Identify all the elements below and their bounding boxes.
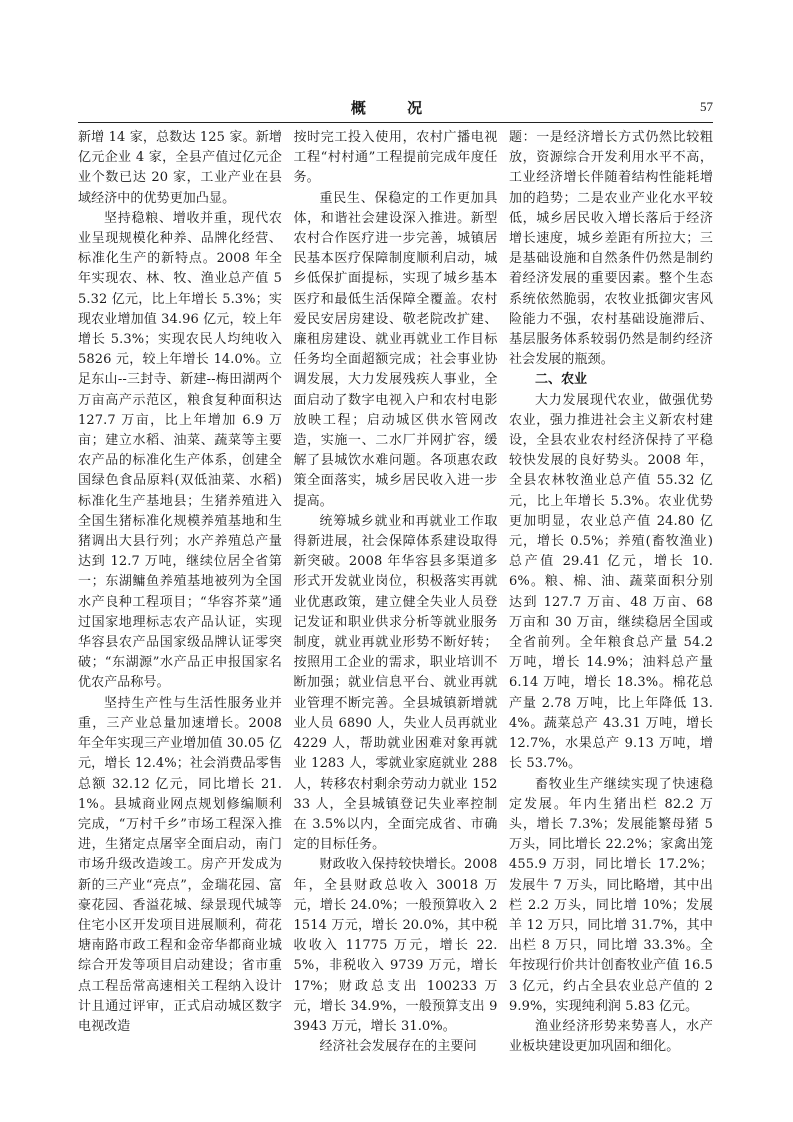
column-1 [78,128,282,1103]
paragraph: 坚持生产性与生活性服务业并重，三产业总量加速增长。2008 年全年实现三产业增加值 30.05 亿元，增长 12.4%；社会消费品零售总额 32.12 亿元，同比增长 21.1%。县城商业网点规划修编顺利完成，“万村千乡”市场工程深入推进，生猪定点屠宰全面启动，南门市场升级改造竣工。房产开发成为新的三产业“亮点”，金瑞花园、富豪花园、香溢花城、绿景现代城等住宅小区开发项目进展顺利，荷花塘南路市政工程和金帝华都商业城综合开发等项目启动建设；省市重点工程岳常高速相关工程纳入设计计且通过评审，正式启动城区数字电视改造 [78,695,282,1034]
paragraph: 大力发展现代农业，做强优势农业，强力推进社会主义新农村建设，全县农业农村经济保持了平稳较快发展的良好势头。2008 年，全县农林牧渔业总产值 55.32 亿元，比上年增长 5.3%。农业优势更加明显，农业总产值 24.80 亿元，增长 0.5%；养殖(畜牧渔业)总产值 29.41 亿元，增长 10.6%。粮、棉、油、蔬菜面积分别达到 127.7 万亩、48 万亩、68 万亩和 30 万亩，继续稳居全国或全省前列。全年粮食总产量 54.2 万吨，增长 14.9%；油料总产量 6.14 万吨，增长 18.3%。棉花总产量 2.78 万吨，比上年降低 13.4%。蔬菜总产 43.31 万吨，增长 12.7%，水果总产 9.13 万吨，增长 53.7%。 [509,392,713,772]
paragraph: 坚持稳粮、增收并重，现代农业呈现规模化种养、品牌化经营、标准化生产的新特点。2008 年全年实现农、林、牧、渔业总产值 55.32 亿元，比上年增长 5.3%；实现农业增加值 34.96 亿元，较上年增长 5.3%；实现农民人均纯收入 5826 元，较上年增长 14.0%。立足东山--三封寺、新建--梅田湖两个万亩高产示范区，粮食复种面积达 127.7 万亩，比上年增加 6.9 万亩；建立水稻、油菜、蔬菜等主要农产品的标准化生产体系，创建全国绿色食品原料(双低油菜、水稻)标准化生产基地县；生猪养殖进入全国生猪标准化规模养殖基地和生猪调出大县行列；水产养殖总产量达到 12.7 万吨，继续位居全省第一；东湖鳙鱼养殖基地被列为全国水产良种工程项目；“华容芥菜”通过国家地理标志农产品认证，实现华容县农产品国家级品牌认证零突破；“东湖源”水产品正申报国家名优农产品称号。 [78,210,282,691]
paragraph: 渔业经济形势来势喜人，水产业板块建设更加巩固和细化。 [509,1018,713,1055]
text-columns [78,128,713,1103]
paragraph: 按时完工投入使用，农村广播电视工程“村村通”工程提前完成年度任务。 [293,130,498,186]
paragraph: 题：一是经济增长方式仍然比较粗放，资源综合开发利用水平不高，工业经济增长伴随着结构性能耗增加的趋势；二是农业产业化水平较低，城乡居民收入增长落后于经济增长速度，城乡差距有所拉大；三是基础设施和自然条件仍然是制约着经济发展的重要因素。整个生态系统依然脆弱，农牧业抵御灾害风险能力不强，农村基础设施滞后、基层服务体系较弱仍然是制约经济社会发展的瓶颈。 [509,130,713,368]
paragraph: 财政收入保持较快增长。2008 年，全县财政总收入 30018 万元，增长 24.0%；一般预算收入 21514 万元，增长 20.0%，其中税收收入 11775 万元，增长 22.5%，非税收入 9739 万元，增长 17%；财政总支出 100233 万元，增长 34.9%，一般预算支出 93943 万元，增长 31.0%。 [293,857,498,1034]
paragraph: 重民生、保稳定的工作更加具体，和谐社会建设深入推进。新型农村合作医疗进一步完善，城镇居民基本医疗保障制度顺利启动，城乡低保扩面提标，实现了城乡基本医疗和最低生活保障全覆盖。农村爱民安居房建设、敬老院改扩建、廉租房建设、就业再就业工作目标任务均全面超额完成；社会事业协调发展，大力发展残疾人事业，全面启动了数字电视入户和农村电影放映工程；启动城区供水管网改造，实施一、二水厂并网扩容，缓解了县城饮水难问题。各项惠农政策全面落实，城乡居民收入进一步提高。 [293,190,498,509]
section-heading: 二、农业 [535,372,588,388]
paragraph: 畜牧业生产继续实现了快速稳定发展。年内生猪出栏 82.2 万头，增长 7.3%；发展能繁母猪 5 万头，同比增长 22.2%；家禽出笼 455.9 万羽，同比增长 17.2%；发展牛 7 万头，同比略增，其中出栏 2.2 万头，同比增 10%；发展羊 12 万只，同比增 31.7%，其中出栏 8 万只，同比增 33.3%。全年按现行价共计创畜牧业产值 16.53 亿元，约占全县农业总产值的 29.9%，实现纯利润 5.83 亿元。 [509,776,713,1014]
column-2 [294,128,498,1103]
paragraph: 经济社会发展存在的主要问 [319,1039,477,1055]
column-3 [509,128,713,1103]
paragraph: 统筹城乡就业和再就业工作取得新进展，社会保障体系建设取得新突破。2008 年华容县多渠道多形式开发就业岗位，积极落实再就业优惠政策，建立健全失业人员登记发证和职业供求分析等就业服务制度，就业再就业形势不断好转；按照用工企业的需求，职业培训不断加强；就业信息平台、就业再就业管理不断完善。全县城镇新增就业人员 6890 人，失业人员再就业 4229 人，帮助就业困难对象再就业 1283 人，零就业家庭就业 288 人，转移农村剩余劳动力就业 15233 人，全县城镇登记失业率控制在 3.5%以内，全面完成省、市确定的目标任务。 [293,513,498,853]
page-number: 57 [700,99,713,114]
page-header [78,96,713,123]
paragraph: 新增 14 家，总数达 125 家。新增亿元企业 4 家，全县产值过亿元企业个数已达 20 家，工业产业在县域经济中的优势更加凸显。 [78,130,282,206]
running-title: 概 况 [350,99,441,117]
